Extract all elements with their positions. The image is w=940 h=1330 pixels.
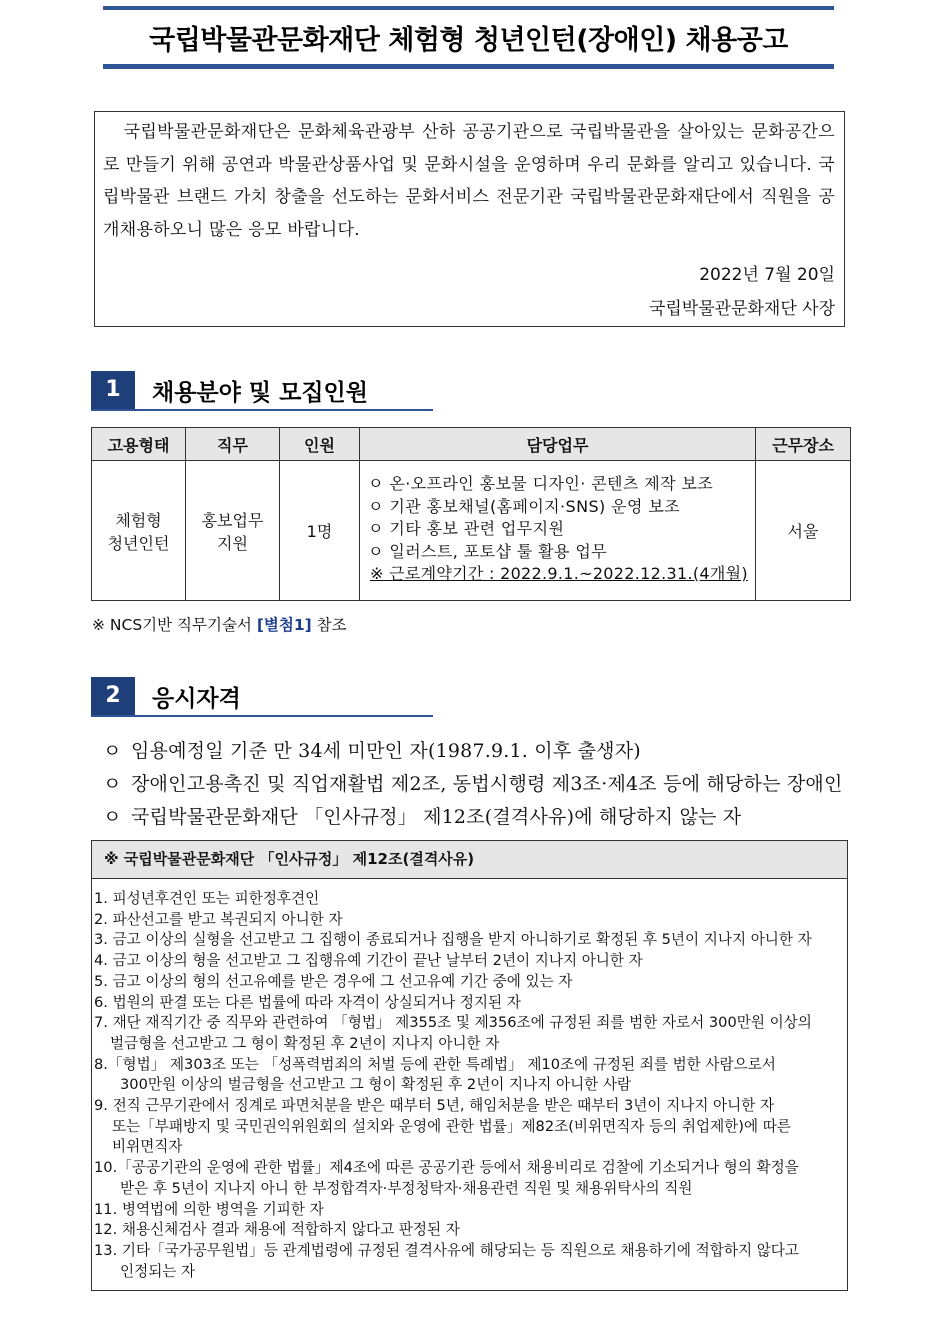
employment-type-line2: 청년인턴 [107,533,170,553]
intro-box [94,111,845,327]
disq-line: 받은 후 5년이 지나지 아니 한 부정합격자·부정청탁자·채용관련 직원 및 채용위탁사의 직원 [120,1179,693,1197]
header-job: 직무 [186,428,280,461]
disq-line: 1. 피성년후견인 또는 피한정후견인 [94,890,320,907]
intro-paragraph-text: 국립박물관문화재단은 문화체육관광부 산하 공공기관으로 국립박물관을 살아있는 문화공간으로 만들기 위해 공연과 박물관상품사업 및 문화시설을 운영하며 우리 문화를 알리고 있습니다. 국립박물관 브랜드 가치 창출을 선도하는 문화서비스 전문기관 국립박물관문화재단에서 직원을 공개채용하오니 많은 응모 바랍니다. [103,122,835,240]
job-line2: 지원 [217,533,248,553]
qualification-item [103,736,641,763]
qualification-text: 국립박물관문화재단 「인사규정」 제12조(결격사유)에 해당하지 않는 자 [131,806,742,828]
page-title: 국립박물관문화재단 체험형 청년인턴(장애인) 채용공고 [149,25,788,56]
qualification-text: 임용예정일 기준 만 34세 미만인 자(1987.9.1. 이후 출생자) [131,740,641,762]
attachment-ref: [별첨1] [256,616,312,634]
disq-line: 5. 금고 이상의 형의 선고유예를 받은 경우에 그 선고유예 기간 중에 있는 자 [94,972,573,990]
disq-line: 비위면직자 [112,1138,183,1156]
duty-item: ㅇ 온·오프라인 홍보물 디자인· 콘텐츠 제작 보조 [368,474,714,493]
disq-line: 12. 채용신체검사 결과 채용에 적합하지 않다고 판정된 자 [94,1221,460,1239]
table-header-row [92,428,851,461]
ncs-note [92,613,347,635]
employment-type-line1: 체험형 [115,510,162,530]
bullet: ㅇ [103,773,122,795]
disq-line: 인정되는 자 [120,1262,196,1280]
disq-line: 벌금형을 선고받고 그 형이 확정된 후 2년이 지나지 아니한 자 [110,1034,500,1052]
disq-line: 300만원 이상의 벌금형을 선고받고 그 형이 확정된 후 2년이 지나지 아니한 사람 [120,1076,632,1094]
cell-duties [360,461,756,601]
intro-signature: 국립박물관문화재단 사장 [648,299,835,319]
disq-line: 6. 법원의 판결 또는 다른 법률에 따라 자격이 상실되거나 정지된 자 [94,993,521,1011]
cell-location: 서울 [756,461,851,601]
header-duties: 담당업무 [360,428,756,461]
disq-line: 10.「공공기관의 운영에 관한 법률」제4조에 따른 공공기관 등에서 채용비리로 검찰에 기소되거나 형의 확정을 [94,1159,799,1177]
table-row [92,461,851,601]
disq-line: 또는「부패방지 및 국민권익위원회의 설치와 운영에 관한 법률」제82조(비위면직자 등의 취업제한)에 따른 [112,1117,791,1135]
disq-line: 11. 병역법에 의한 병역을 기피한 자 [94,1200,324,1218]
disq-line: 7. 재단 재직기간 중 직무와 관련하여 「형법」 제355조 및 제356조에 규정된 죄를 범한 자로서 300만원 이상의 [94,1014,812,1032]
disq-line: 13. 기타「국가공무원법」등 관계법령에 규정된 결격사유에 해당되는 등 직원으로 채용하기에 적합하지 않다고 [94,1241,799,1259]
disq-line: 4. 금고 이상의 형을 선고받고 그 집행유예 기간이 끝난 날부터 2년이 지나지 아니한 자 [94,952,643,970]
qualification-text: 장애인고용촉진 및 직업재활법 제2조, 동법시행령 제3조·제4조 등에 해당하는 장애인 [131,773,843,795]
duty-item: ㅇ 기관 홍보채널(홈페이지·SNS) 운영 보조 [368,496,681,516]
disqualification-title: ※ 국립박물관문화재단 「인사규정」 제12조(결격사유) [92,841,847,879]
intro-paragraph [103,116,835,246]
qualification-item [103,769,843,796]
cell-employment-type [92,461,186,601]
section2-underline [91,715,433,717]
header-location: 근무장소 [756,428,851,461]
section1-title: 채용분야 및 모집인원 [152,380,368,406]
section1-number: 1 [91,371,135,409]
contract-period: ※ 근로계약기간 : 2022.9.1.~2022.12.31.(4개월) [370,564,748,583]
disq-line: 3. 금고 이상의 실형을 선고받고 그 집행이 종료되거나 집행을 받지 아니하기로 확정된 후 5년이 지나지 아니한 자 [94,931,812,949]
qualification-item [103,802,741,829]
disq-line: 2. 파산선고를 받고 복권되지 아니한 자 [94,910,343,928]
disqualification-box [91,840,848,1291]
header-count: 인원 [280,428,360,461]
ncs-note-suffix: 참조 [311,616,347,634]
duty-item: ㅇ 일러스트, 포토샵 툴 활용 업무 [368,541,608,561]
section2-number: 2 [91,677,135,715]
cell-job [186,461,280,601]
header-employment-type: 고용형태 [92,428,186,461]
job-line1: 홍보업무 [201,510,264,530]
cell-count: 1명 [280,461,360,601]
disq-line: 8.「형법」 제303조 또는 「성폭력범죄의 처벌 등에 관한 특례법」 제10조에 규정된 죄를 범한 사람으로서 [94,1055,776,1073]
title-bottom-rule [103,64,834,69]
disqualification-list [94,889,842,1282]
bullet: ㅇ [103,806,122,828]
disq-line: 9. 전직 근무기관에서 징계로 파면처분을 받은 때부터 5년, 해임처분을 받은 때부터 3년이 지나지 아니한 자 [94,1097,775,1115]
section1-underline [91,409,433,411]
title-top-rule [103,6,834,10]
ncs-note-prefix: ※ NCS기반 직무기술서 [92,616,257,634]
section2-title: 응시자격 [152,686,241,712]
duty-item: ㅇ 기타 홍보 관련 업무지원 [368,519,565,538]
bullet: ㅇ [103,740,122,762]
intro-date: 2022년 7월 20일 [699,265,835,285]
recruitment-table [91,427,851,601]
